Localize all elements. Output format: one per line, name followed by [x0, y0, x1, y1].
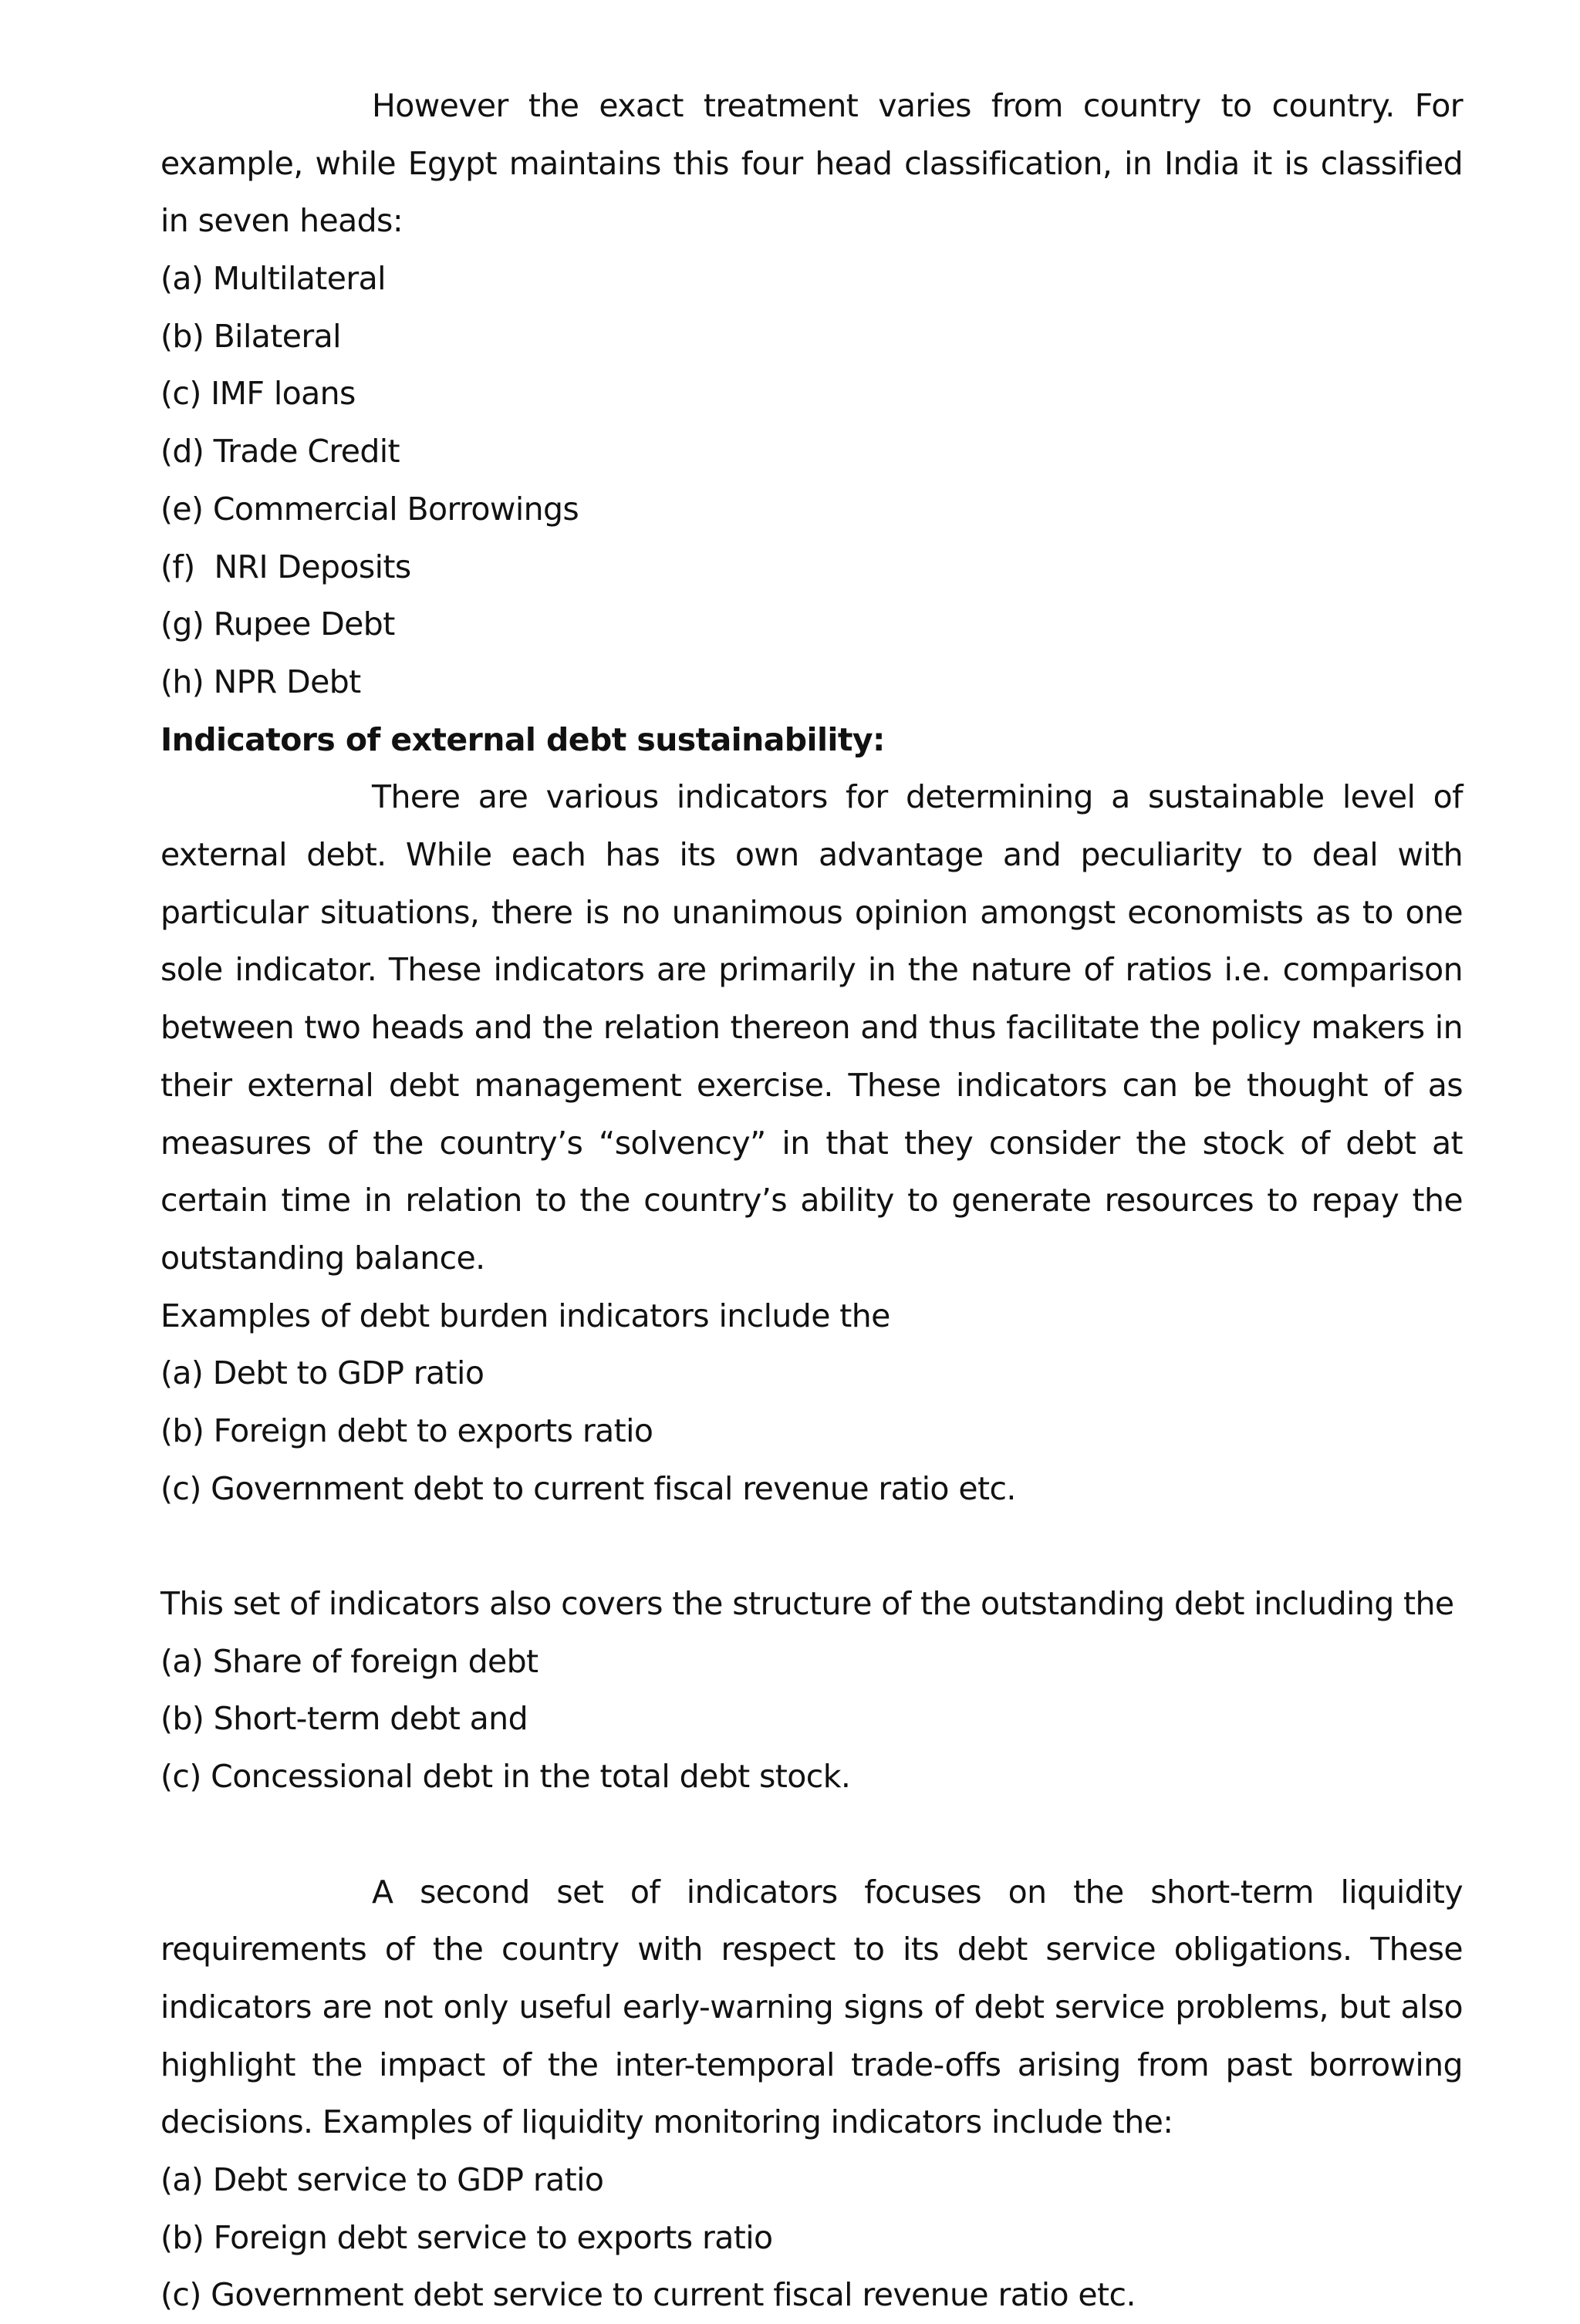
- classification-item: (h) NPR Debt: [160, 663, 361, 700]
- document-page: [160, 77, 1463, 2324]
- classification-item: (c) IMF loans: [160, 375, 356, 413]
- structure-item: (c) Concessional debt in the total debt stock.: [160, 1758, 851, 1796]
- burden-intro: Examples of debt burden indicators include the: [160, 1297, 890, 1334]
- burden-item: (b) Foreign debt to exports ratio: [160, 1412, 653, 1449]
- burden-item: (c) Government debt to current fiscal revenue ratio etc.: [160, 1469, 1016, 1507]
- classification-item: (a) Multilateral: [160, 260, 386, 298]
- section-heading: Indicators of external debt sustainability:: [160, 720, 885, 758]
- burden-item: (a) Debt to GDP ratio: [160, 1354, 484, 1392]
- structure-item: (b) Short-term debt and: [160, 1700, 528, 1738]
- classification-item: (f) NRI Deposits: [160, 548, 411, 585]
- indicators-paragraph: There are various indicators for determining a sustainable level of external debt. While each has its own advantage and peculiarity to deal with particular situations, there is no unanimous opinion amongst economists as to one sole indicator. These indicators are primarily in the nature of ratios i.e. comparison between two heads and the relation thereon and thus facilitate the policy makers in their external debt management exercise. These indicators can be thought of as measures of the country’s “solvency” in that they consider the stock of debt at certain time in relation to the country’s ability to generate resources to repay the outstanding balance.: [160, 778, 1463, 1277]
- spacer: [160, 1806, 1463, 1864]
- classification-item: (e) Commercial Borrowings: [160, 490, 579, 528]
- liquidity-paragraph: A second set of indicators focuses on the short-term liquidity requirements of the country with respect to its debt service obligations. These indicators are not only useful early-warning signs of debt service problems, but also highlight the impact of the inter-temporal trade-offs arising from past borrowing decisions. Examples of liquidity monitoring indicators include the:: [160, 1873, 1463, 2141]
- liquidity-item: (b) Foreign debt service to exports ratio: [160, 2218, 773, 2256]
- structure-item: (a) Share of foreign debt: [160, 1642, 538, 1680]
- classification-item: (d) Trade Credit: [160, 433, 400, 471]
- classification-item: (b) Bilateral: [160, 317, 341, 355]
- intro-paragraph: However the exact treatment varies from country to country. For example, while Egypt maintains this four head classification, in India it is classified in seven heads:: [160, 87, 1463, 240]
- spacer: [160, 1517, 1463, 1575]
- liquidity-item: (a) Debt service to GDP ratio: [160, 2161, 604, 2199]
- structure-intro: This set of indicators also covers the structure of the outstanding debt including the: [160, 1585, 1454, 1623]
- liquidity-item: (c) Government debt service to current fiscal revenue ratio etc.: [160, 2276, 1136, 2314]
- classification-item: (g) Rupee Debt: [160, 605, 395, 643]
